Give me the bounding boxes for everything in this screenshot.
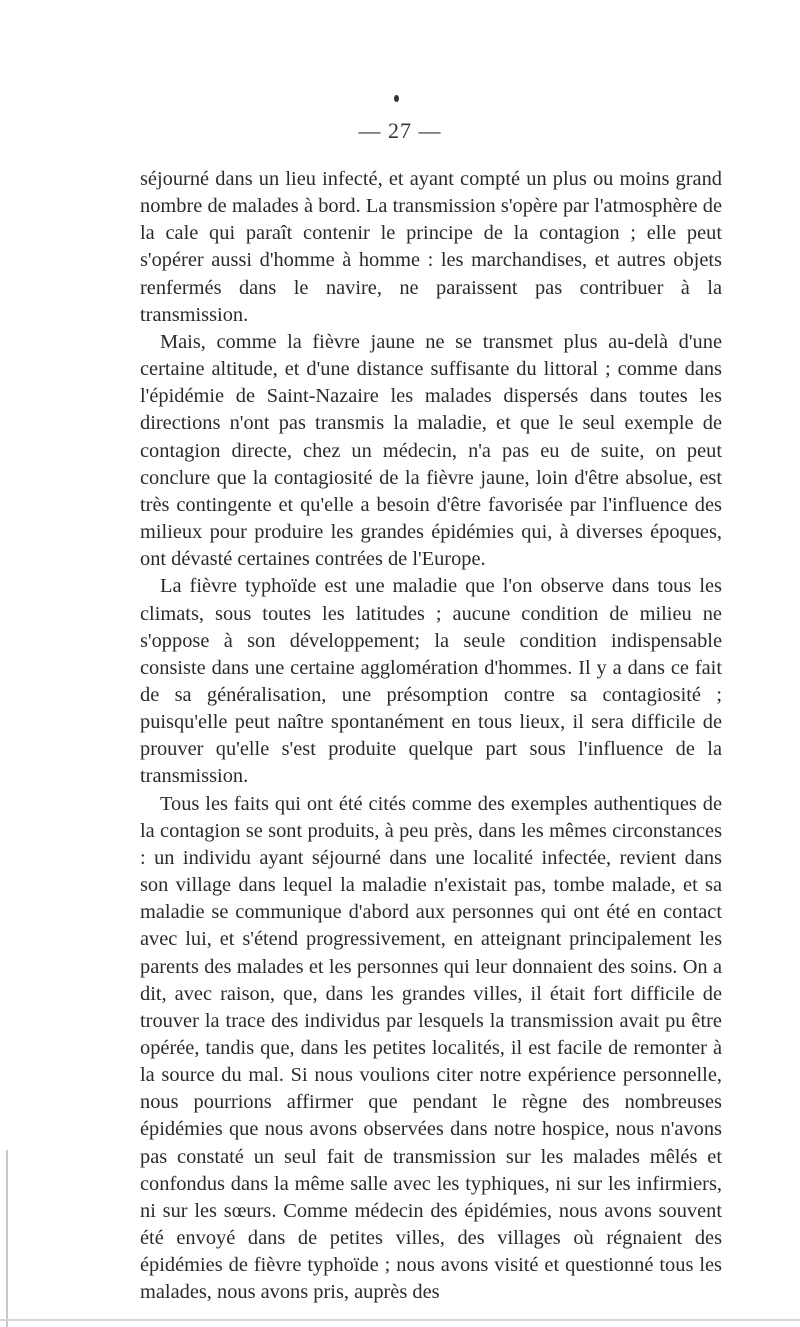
paragraph-2: Mais, comme la fièvre jaune ne se transmet plus au-delà d'une certaine altitude, et d'une distance suffisante du littoral ; comme dans l'épidémie de Saint-Nazaire les malades dispersés dans toutes les directions n'ont pas transmis la maladie, et que le seul exemple de contagion directe, chez un médecin, n'a pas eu de suite, on peut conclure que la contagiosité de la fièvre jaune, loin d'être absolue, est très contingente et qu'elle a besoin d'être favorisée par l'influence des milieux pour produire les grandes épidémies qui, à diverses époques, ont dévasté certaines contrées de l'Europe. [140, 330, 722, 571]
paragraph-3: La fièvre typhoïde est une maladie que l'on observe dans tous les climats, sous toutes les latitudes ; aucune condition de milieu ne s'oppose à son développement; la seule condition indispensable consiste dans une certaine agglomération d'hommes. Il y a dans ce fait de sa généralisation, une présomption contre sa contagiosité ; puisqu'elle peut naître spontanément en tous lieux, il sera difficile de prouver qu'elle s'est produite quelque part sous l'influence de la transmission. [140, 575, 722, 788]
page-edge-line [6, 1150, 8, 1327]
page-number: — 27 — [358, 118, 442, 143]
bottom-edge-line [0, 1319, 800, 1321]
body-text [140, 166, 722, 1307]
paragraph-1: séjourné dans un lieu infecté, et ayant compté un plus ou moins grand nombre de malades à bord. La transmission s'opère par l'atmosphère de la cale qui paraît contenir le principe de la contagion ; elle peut s'opérer aussi d'homme à homme : les marchandises, et autres objets renfermés dans le navire, ne paraissent pas contribuer à la transmission. [140, 168, 722, 326]
ink-dot [394, 95, 399, 102]
paragraph-4: Tous les faits qui ont été cités comme des exemples authentiques de la contagion se sont produits, à peu près, dans les mêmes circonstances : un individu ayant séjourné dans une localité infectée, revient dans son village dans lequel la maladie n'existait pas, tombe malade, et sa maladie se communique d'abord aux personnes qui ont été en contact avec lui, et s'étend progressivement, en atteignant principalement les parents des malades et les personnes qui leur donnaient des soins. On a dit, avec raison, que, dans les grandes villes, il était fort difficile de trouver la trace des individus par lesquels la transmission avait pu être opérée, tandis que, dans les petites localités, il est facile de remonter à la source du mal. Si nous voulions citer notre expérience personnelle, nous pourrions affirmer que pendant le règne des nombreuses épidémies que nous avons observées dans notre hospice, nous n'avons pas constaté un seul fait de transmission sur les malades mêlés et confondus dans la même salle avec les typhiques, ni sur les infirmiers, ni sur les sœurs. Comme médecin des épidémies, nous avons souvent été envoyé dans de petites villes, des villages où régnaient des épidémies de fièvre typhoïde ; nous avons visité et questionné tous les malades, nous avons pris, auprès des [140, 792, 722, 1304]
